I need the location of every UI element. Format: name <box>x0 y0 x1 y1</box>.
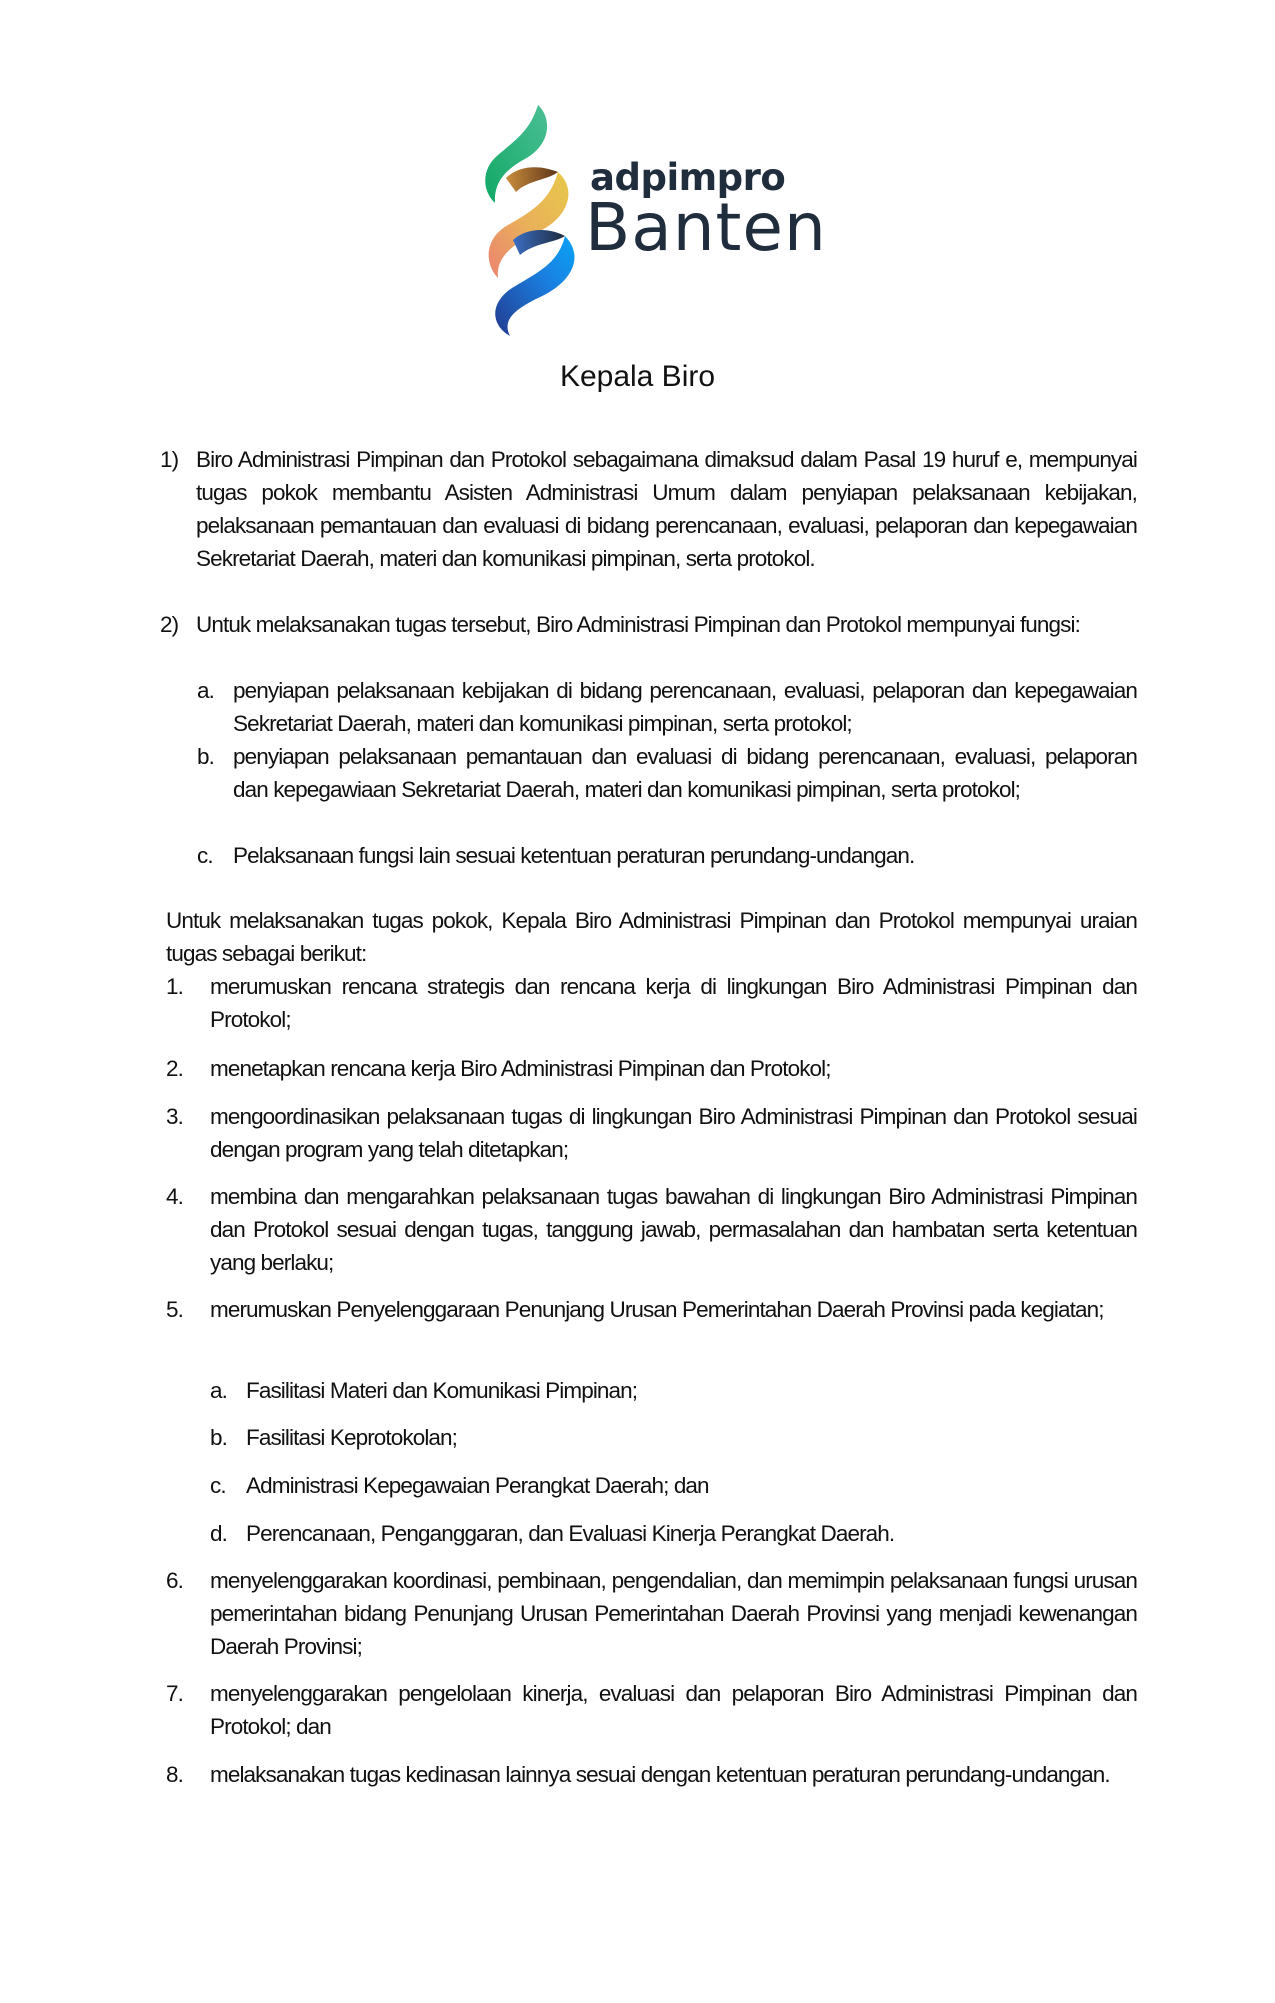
item-text: membina dan mengarahkan pelaksanaan tugas bawahan di lingkungan Biro Administrasi Pimpinan dan Protokol sesuai dengan tugas, tanggung jawab, permasalahan dan hambatan serta ketentuan yang berlaku; <box>210 1184 1137 1275</box>
item-marker: 3. <box>166 1104 183 1129</box>
page-title: Kepala Biro <box>559 360 716 393</box>
subitem-text: Administrasi Kepegawaian Perangkat Daerah; dan <box>246 1473 709 1498</box>
subitem-marker: c. <box>210 1473 226 1498</box>
section1-item-1 <box>160 443 1137 575</box>
item-text: menyelenggarakan pengelolaan kinerja, evaluasi dan pelaporan Biro Administrasi Pimpinan dan Protokol; dan <box>210 1681 1137 1739</box>
subitem-marker: d. <box>210 1521 227 1546</box>
item-marker: 1. <box>166 974 183 999</box>
section2-subitem-b <box>210 1421 1130 1454</box>
section2-intro: Untuk melaksanakan tugas pokok, Kepala Biro Administrasi Pimpinan dan Protokol mempunyai uraian tugas sebagai berikut: <box>166 908 1137 966</box>
section2-item-2 <box>166 1052 1137 1085</box>
item-marker: 4. <box>166 1184 183 1209</box>
item-marker: 5. <box>166 1297 183 1322</box>
section1-subitem-b <box>197 740 1137 806</box>
subitem-marker: a. <box>210 1378 227 1403</box>
item-text: menyelenggarakan koordinasi, pembinaan, pengendalian, dan memimpin pelaksanaan fungsi urusan pemerintahan bidang Penunjang Urusan Pemerintahan Daerah Provinsi yang menjadi kewenangan Daerah Provinsi; <box>210 1568 1137 1659</box>
item-text: merumuskan Penyelenggaraan Penunjang Urusan Pemerintahan Daerah Provinsi pada kegiatan; <box>210 1297 1104 1322</box>
subitem-text: Fasilitasi Materi dan Komunikasi Pimpinan; <box>246 1378 638 1403</box>
logo-text-adpimpro: adpimpro <box>590 156 786 199</box>
adpimpro-banten-logo <box>468 100 828 336</box>
subitem-text: Perencanaan, Penganggaran, dan Evaluasi Kinerja Perangkat Daerah. <box>246 1521 895 1546</box>
section2-subitem-a <box>210 1374 1130 1407</box>
subitem-text: Pelaksanaan fungsi lain sesuai ketentuan peraturan perundang-undangan. <box>233 843 915 868</box>
item-marker: 2. <box>166 1056 183 1081</box>
section2-item-1 <box>166 970 1137 1036</box>
section1-subitem-c <box>197 839 1137 872</box>
item-text: menetapkan rencana kerja Biro Administrasi Pimpinan dan Protokol; <box>210 1056 831 1081</box>
section2-item-6 <box>166 1564 1137 1663</box>
subitem-marker: b. <box>197 744 214 769</box>
item-text: Untuk melaksanakan tugas tersebut, Biro Administrasi Pimpinan dan Protokol mempunyai fungsi: <box>196 612 1080 637</box>
item-text: mengoordinasikan pelaksanaan tugas di lingkungan Biro Administrasi Pimpinan dan Protokol sesuai dengan program yang telah ditetapkan; <box>210 1104 1137 1162</box>
subitem-marker: a. <box>197 678 214 703</box>
subitem-marker: b. <box>210 1425 227 1450</box>
section1-subitem-a <box>197 674 1137 740</box>
section2-subitem-d <box>210 1517 1130 1550</box>
subitem-text: penyiapan pelaksanaan pemantauan dan evaluasi di bidang perencanaan, evaluasi, pelaporan dan kepegawiaan Sekretariat Daerah, materi dan komunikasi pimpinan, serta protokol; <box>233 744 1137 802</box>
item-marker: 2) <box>160 612 179 637</box>
item-marker: 6. <box>166 1568 183 1593</box>
item-marker: 7. <box>166 1681 183 1706</box>
section1-item-2 <box>160 608 1137 641</box>
section2-item-4 <box>166 1180 1137 1279</box>
item-text: Biro Administrasi Pimpinan dan Protokol sebagaimana dimaksud dalam Pasal 19 huruf e, mempunyai tugas pokok membantu Asisten Administrasi Umum dalam penyiapan pelaksanaan kebijakan, pelaksanaan pemantauan dan evaluasi di bidang perencanaan, evaluasi, pelaporan dan kepegawaian Sekretariat Daerah, materi dan komunikasi pimpinan, serta protokol. <box>196 447 1137 571</box>
subitem-marker: c. <box>197 843 213 868</box>
section2-item-8 <box>166 1758 1137 1791</box>
section2-item-5 <box>166 1293 1137 1326</box>
helix-logo-icon <box>468 100 578 336</box>
subitem-text: penyiapan pelaksanaan kebijakan di bidang perencanaan, evaluasi, pelaporan dan kepegawaian Sekretariat Daerah, materi dan komunikasi pimpinan, serta protokol; <box>233 678 1137 736</box>
logo-text-banten: Banten <box>585 189 827 266</box>
subitem-text: Fasilitasi Keprotokolan; <box>246 1425 458 1450</box>
item-text: melaksanakan tugas kedinasan lainnya sesuai dengan ketentuan peraturan perundang-undangan. <box>210 1762 1110 1787</box>
section2-item-3 <box>166 1100 1137 1166</box>
item-marker: 1) <box>160 447 179 472</box>
item-text: merumuskan rencana strategis dan rencana kerja di lingkungan Biro Administrasi Pimpinan dan Protokol; <box>210 974 1137 1032</box>
section2-subitem-c <box>210 1469 1130 1502</box>
section2-item-7 <box>166 1677 1137 1743</box>
item-marker: 8. <box>166 1762 183 1787</box>
